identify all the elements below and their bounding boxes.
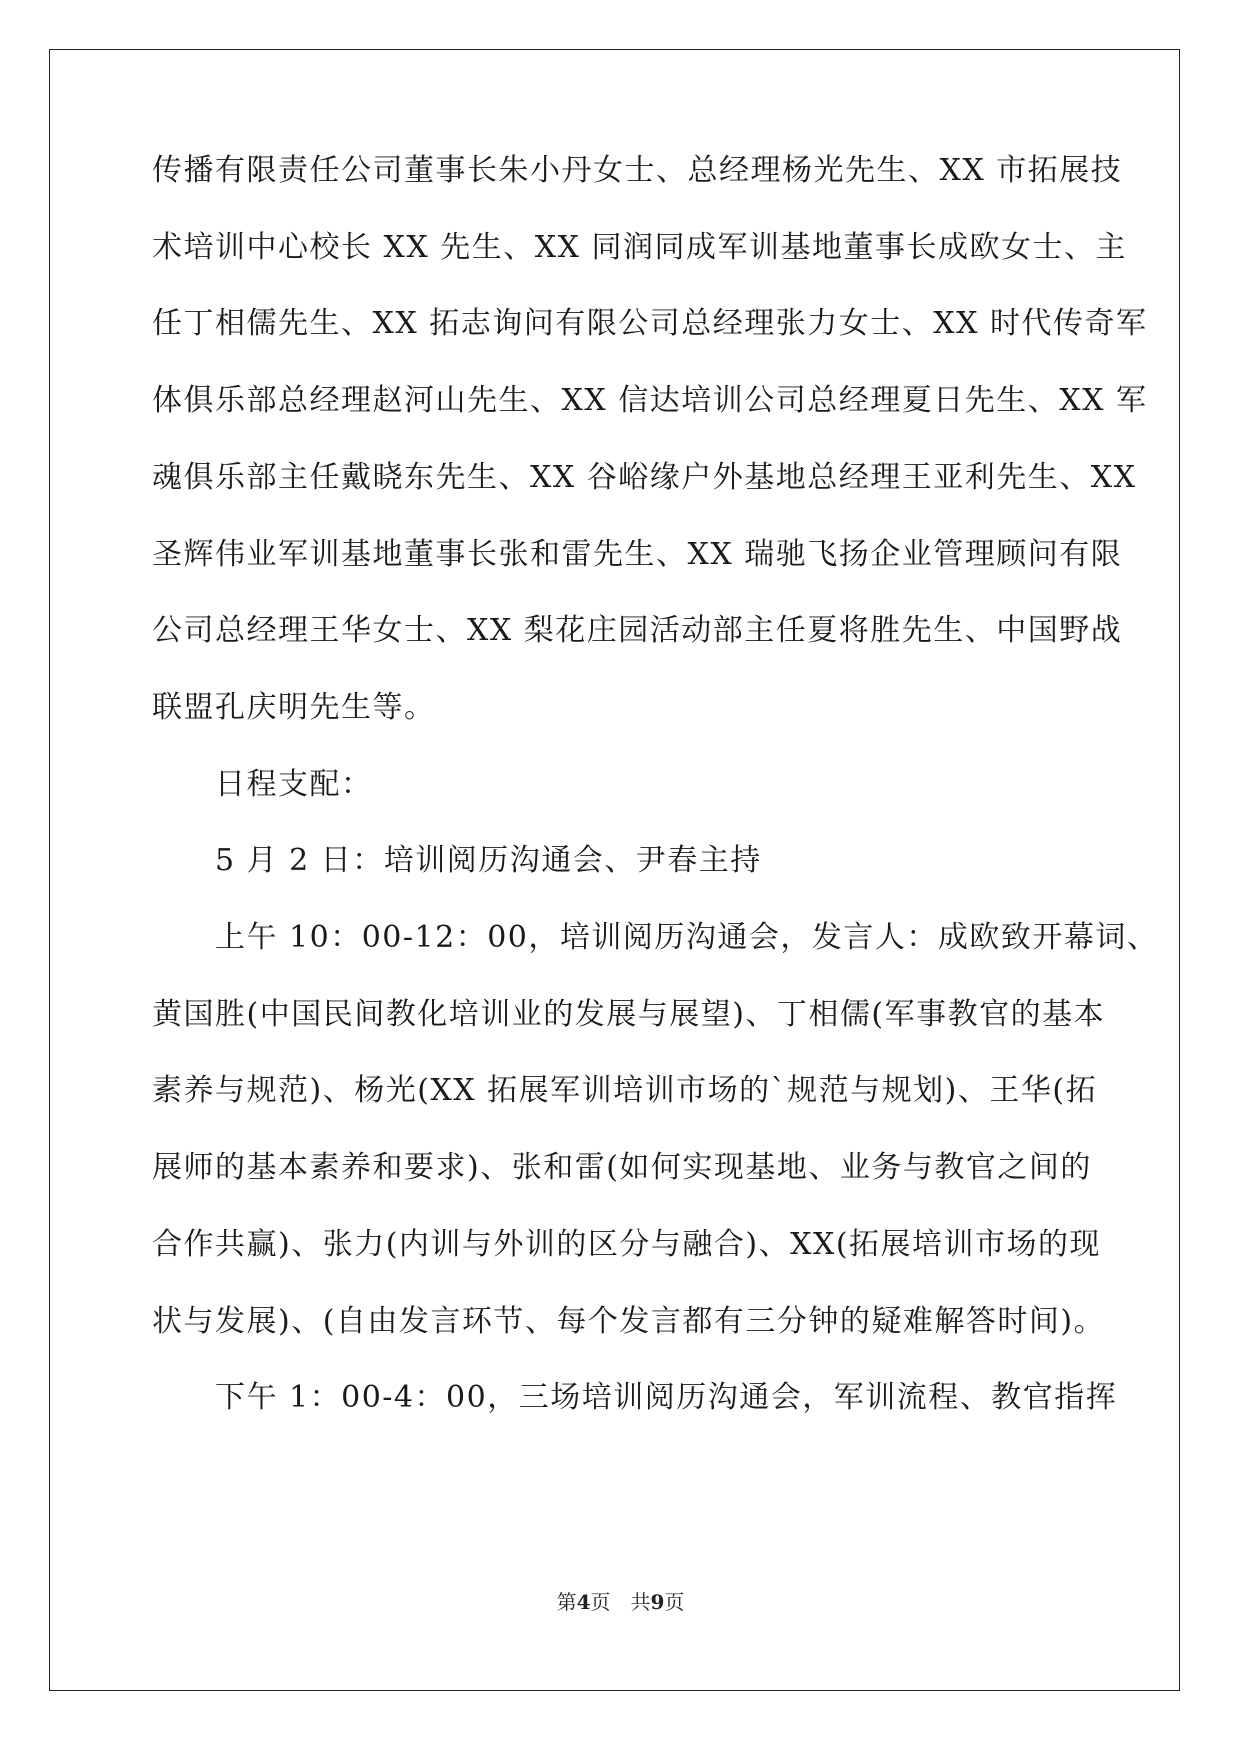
text-line: 素养与规范)、杨光(XX 拓展军训培训市场的`规范与规划)、王华(拓: [152, 1073, 1098, 1108]
text-line: 术培训中心校长 XX 先生、XX 同润同成军训基地董事长成欧女士、主: [152, 230, 1128, 265]
page-label-prefix: 第: [556, 1590, 577, 1614]
text-line: 日程支配：: [152, 767, 373, 802]
text-line: 圣辉伟业军训基地董事长张和雷先生、XX 瑞驰飞扬企业管理顾问有限: [152, 537, 1123, 572]
text-line: 合作共赢)、张力(内训与外训的区分与融合)、XX(拓展培训市场的现: [152, 1227, 1102, 1262]
page-label-mid: 页 共: [590, 1590, 651, 1614]
text-line: 魂俱乐部主任戴晓东先生、XX 谷峪缘户外基地总经理王亚利先生、XX: [152, 460, 1137, 495]
page-label-suffix: 页: [664, 1590, 685, 1614]
text-line: 公司总经理王华女士、XX 梨花庄园活动部主任夏将胜先生、中国野战: [152, 613, 1123, 648]
text-line: 黄国胜(中国民间教化培训业的发展与展望)、丁相儒(军事教官的基本: [152, 997, 1106, 1032]
text-line: 传播有限责任公司董事长朱小丹女士、总经理杨光先生、XX 市拓展技: [152, 153, 1123, 188]
text-line: 下午 1：00-4：00，三场培训阅历沟通会，军训流程、教官指挥: [152, 1380, 1118, 1415]
text-line: 5 月 2 日：培训阅历沟通会、尹春主持: [152, 843, 762, 878]
text-line: 联盟孔庆明先生等。: [152, 690, 436, 725]
text-line: 任丁相儒先生、XX 拓志询问有限公司总经理张力女士、XX 时代传奇军: [152, 306, 1148, 341]
text-line: 上午 10：00-12：00，培训阅历沟通会，发言人：成欧致开幕词、: [152, 920, 1159, 955]
current-page-number: 4: [576, 1590, 591, 1614]
total-page-count: 9: [650, 1590, 665, 1614]
text-line: 体俱乐部总经理赵河山先生、XX 信达培训公司总经理夏日先生、XX 军: [152, 383, 1148, 418]
text-line: 状与发展)、(自由发言环节、每个发言都有三分钟的疑难解答时间)。: [152, 1304, 1106, 1339]
text-line: 展师的基本素养和要求)、张和雷(如何实现基地、业务与教官之间的: [152, 1150, 1092, 1185]
page-footer: [0, 1590, 1241, 1614]
